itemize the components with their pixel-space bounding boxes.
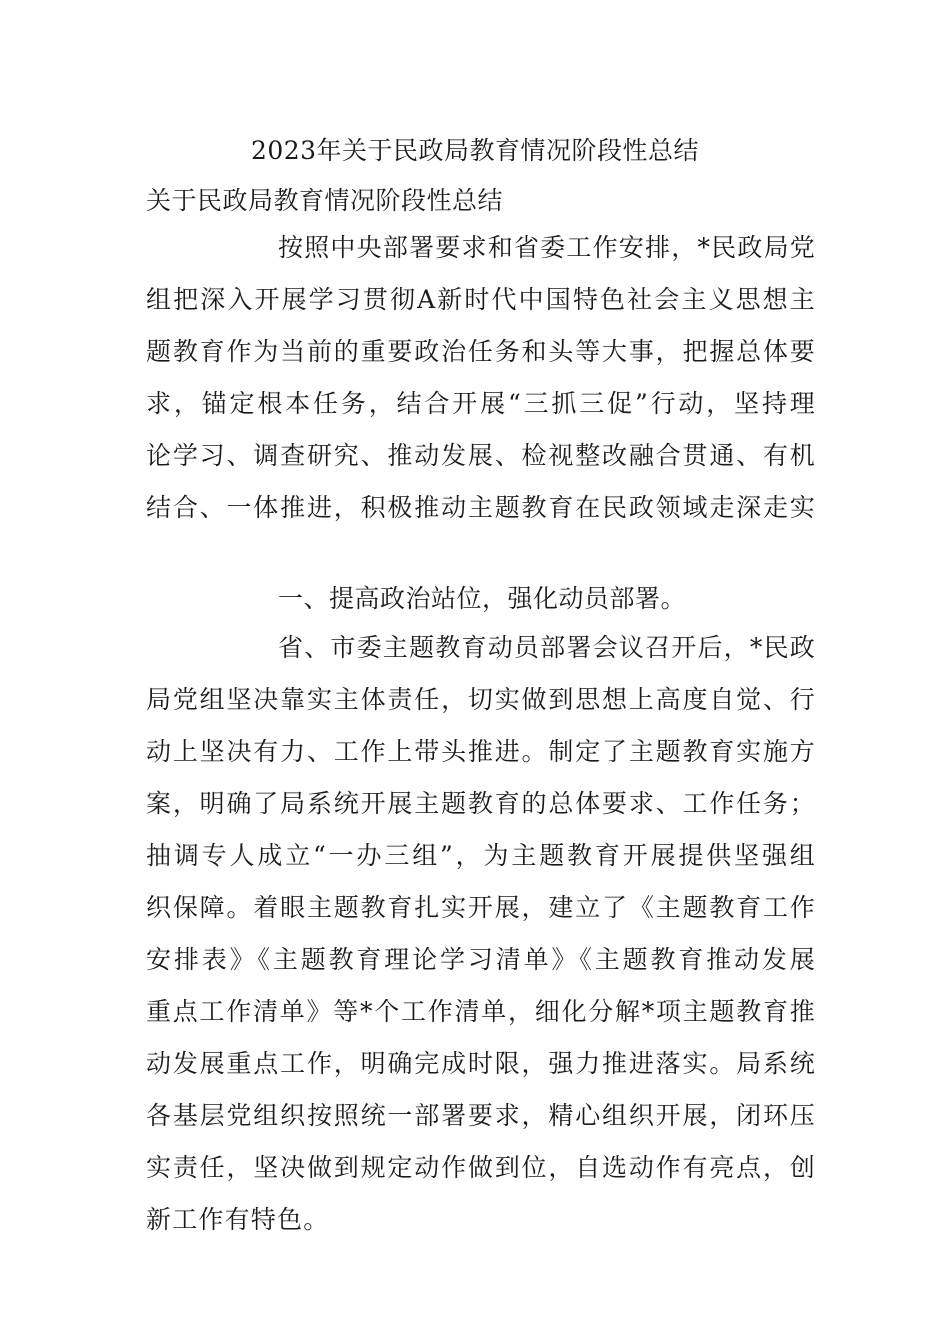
paragraph-line: 题教育作为当前的重要政治任务和头等大事，把握总体要 (146, 337, 816, 366)
paragraph-section-1 (146, 622, 816, 1246)
paragraph-line: 求，锚定根本任务，结合开展“三抓三促”行动，坚持理 (146, 389, 816, 418)
paragraph-line: 实责任，坚决做到规定动作做到位，自选动作有亮点，创 (146, 1153, 816, 1182)
document-title: 2023年关于民政局教育情况阶段性总结 (250, 136, 700, 165)
paragraph-line: 动发展重点工作，明确完成时限，强力推进落实。局系统 (146, 1049, 816, 1078)
document-subtitle: 关于民政局教育情况阶段性总结 (146, 186, 504, 215)
paragraph-line: 织保障。着眼主题教育扎实开展，建立了《主题教育工作 (146, 893, 816, 922)
paragraph-intro (146, 222, 816, 534)
paragraph-line: 结合、一体推进，积极推动主题教育在民政领域走深走实 (146, 493, 816, 522)
paragraph-line: 按照中央部署要求和省委工作安排，*民政局党 (278, 233, 816, 262)
section-heading: 一、提高政治站位，强化动员部署。 (278, 584, 687, 613)
paragraph-line: 省、市委主题教育动员部署会议召开后，*民政 (278, 633, 816, 662)
paragraph-line: 论学习、调查研究、推动发展、检视整改融合贯通、有机 (146, 441, 816, 470)
paragraph-line: 新工作有特色。 (146, 1205, 330, 1234)
paragraph-line: 局党组坚决靠实主体责任，切实做到思想上高度自觉、行 (146, 685, 816, 714)
paragraph-line: 案，明确了局系统开展主题教育的总体要求、工作任务； (146, 789, 816, 818)
paragraph-line: 重点工作清单》等*个工作清单，细化分解*项主题教育推 (146, 997, 816, 1026)
paragraph-line: 组把深入开展学习贯彻A新时代中国特色社会主义思想主 (146, 285, 816, 314)
paragraph-line: 抽调专人成立“一办三组”，为主题教育开展提供坚强组 (146, 841, 816, 870)
paragraph-line: 安排表》《主题教育理论学习清单》《主题教育推动发展 (146, 945, 816, 974)
paragraph-line: 各基层党组织按照统一部署要求，精心组织开展，闭环压 (146, 1101, 816, 1130)
paragraph-line: 动上坚决有力、工作上带头推进。制定了主题教育实施方 (146, 737, 816, 766)
